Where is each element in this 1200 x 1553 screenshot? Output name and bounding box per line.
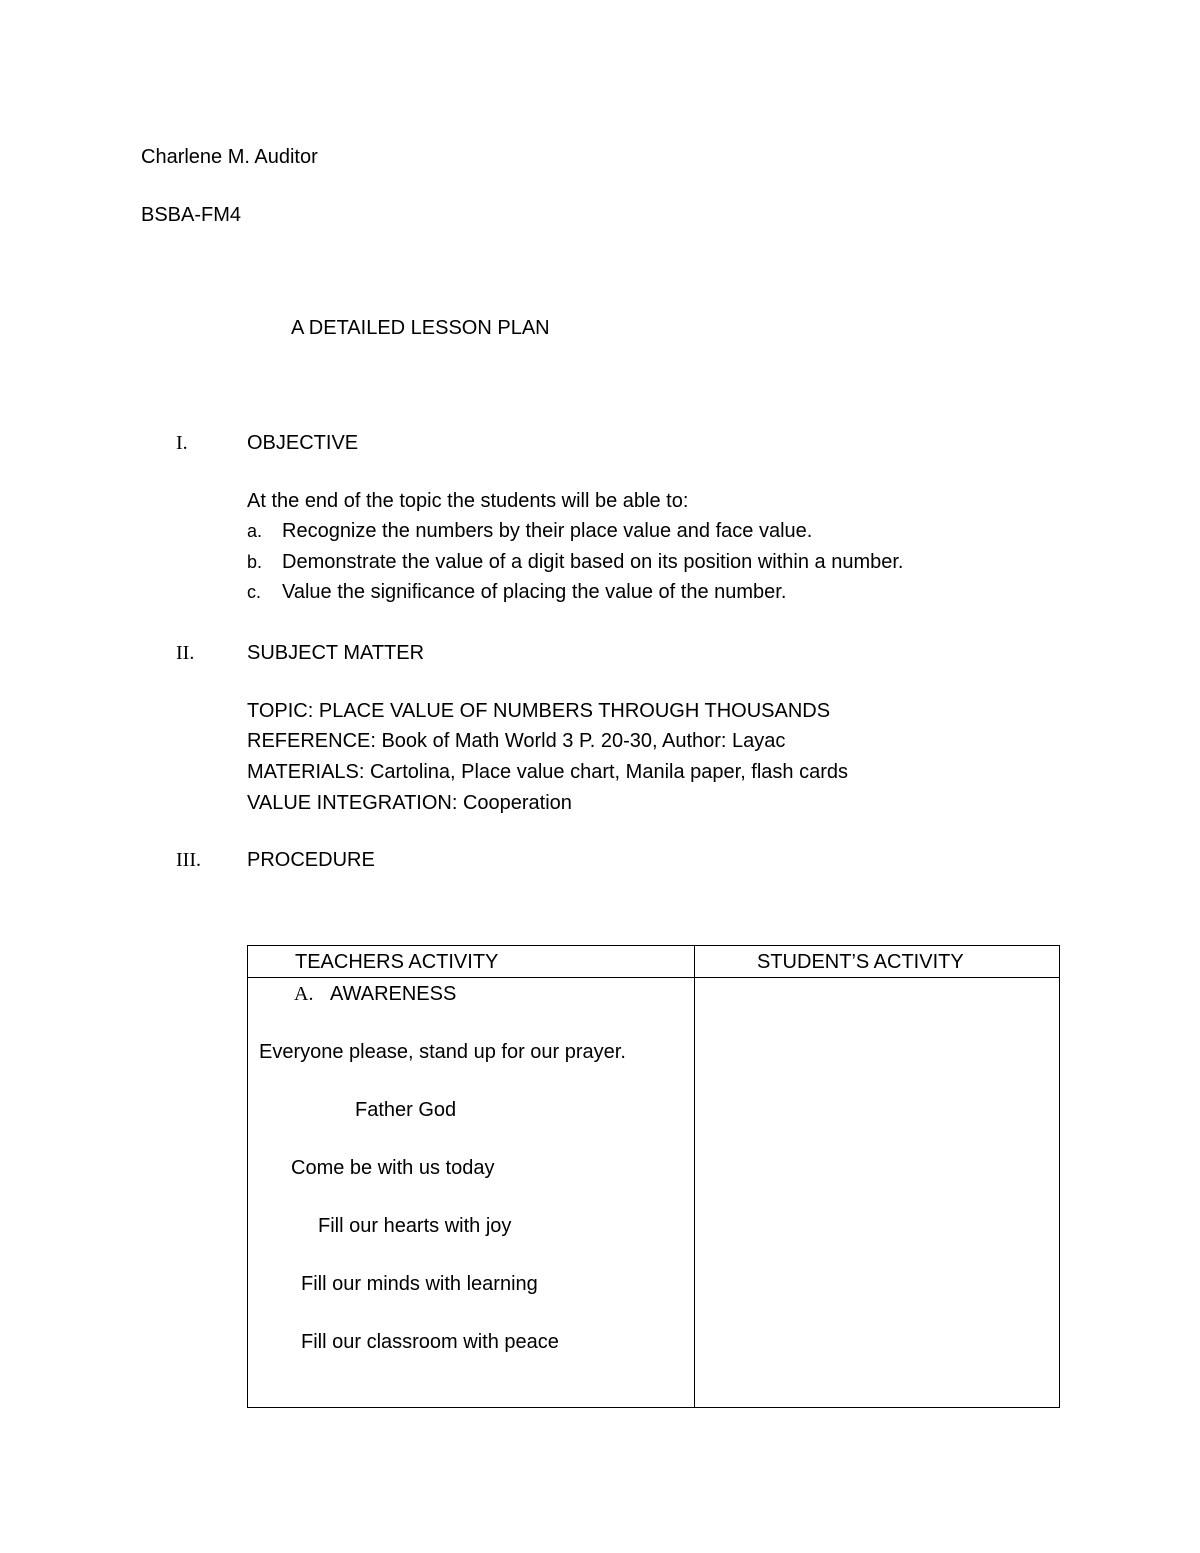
subject-materials-line: MATERIALS: Cartolina, Place value chart, Manila paper, flash cards bbox=[247, 761, 849, 783]
subject-value-line: VALUE INTEGRATION: Cooperation bbox=[247, 792, 572, 814]
students-activity-header bbox=[695, 946, 1060, 978]
prayer-instruction: Everyone please, stand up for our prayer. bbox=[259, 1041, 626, 1063]
objective-item-letter: c. bbox=[247, 582, 262, 602]
teachers-activity-cell bbox=[248, 978, 695, 1408]
prayer-line: Come be with us today bbox=[291, 1157, 495, 1179]
section-heading-subject: SUBJECT MATTER bbox=[247, 642, 425, 664]
awareness-letter: A. bbox=[294, 983, 314, 1005]
table-row bbox=[248, 978, 1060, 1408]
section-numeral-procedure: III. bbox=[176, 849, 201, 871]
objective-item-letter: a. bbox=[247, 521, 263, 541]
subject-reference-line: REFERENCE: Book of Math World 3 P. 20-30, Author: Layac bbox=[247, 730, 786, 752]
objective-item-text: Demonstrate the value of a digit based on its position within a number. bbox=[282, 551, 904, 573]
prayer-line: Fill our hearts with joy bbox=[318, 1215, 512, 1237]
procedure-table bbox=[247, 945, 1060, 1408]
teachers-activity-header bbox=[248, 946, 695, 978]
prayer-line: Father God bbox=[355, 1099, 457, 1121]
section-heading-objective: OBJECTIVE bbox=[247, 432, 359, 454]
section-numeral-subject: II. bbox=[176, 642, 195, 664]
table-header-row bbox=[248, 946, 1060, 978]
objective-item-text: Recognize the numbers by their place value and face value. bbox=[282, 520, 813, 542]
section-heading-procedure: PROCEDURE bbox=[247, 849, 375, 871]
teachers-activity-header-label: TEACHERS ACTIVITY bbox=[295, 951, 499, 973]
objective-intro: At the end of the topic the students will be able to: bbox=[247, 490, 689, 512]
prayer-line: Fill our minds with learning bbox=[301, 1273, 538, 1295]
prayer-line: Fill our classroom with peace bbox=[301, 1331, 559, 1353]
awareness-title: AWARENESS bbox=[330, 983, 457, 1005]
course-code: BSBA-FM4 bbox=[141, 204, 242, 226]
subject-topic-line: TOPIC: PLACE VALUE OF NUMBERS THROUGH THOUSANDS bbox=[247, 700, 831, 722]
section-numeral-objective: I. bbox=[176, 432, 188, 454]
author-name: Charlene M. Auditor bbox=[141, 146, 318, 168]
students-activity-cell bbox=[695, 978, 1060, 1408]
students-activity-header-label: STUDENT’S ACTIVITY bbox=[757, 951, 964, 973]
objective-item-letter: b. bbox=[247, 552, 263, 572]
document-title: A DETAILED LESSON PLAN bbox=[291, 317, 550, 339]
objective-item-text: Value the significance of placing the value of the number. bbox=[282, 581, 787, 603]
